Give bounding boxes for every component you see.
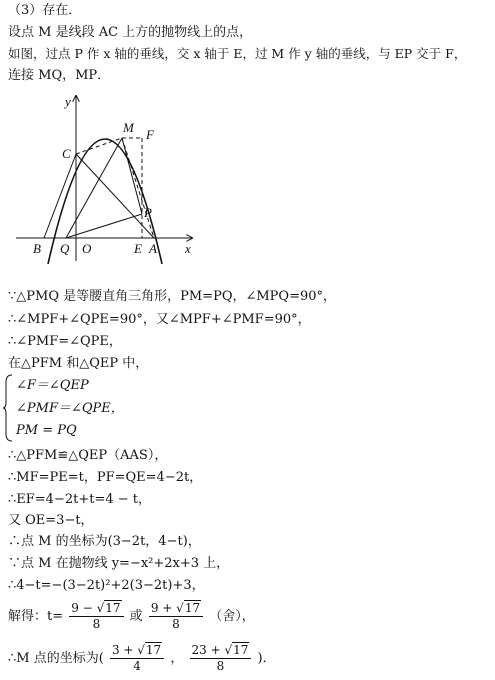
- system-brace: [2, 374, 14, 442]
- parabola-figure: [10, 86, 200, 266]
- label-q: Q: [60, 241, 70, 256]
- proof-line-10: ∴EF=4−2t+t=4 − t，: [8, 492, 151, 507]
- proof-line-11: 又 OE=3−t，: [8, 513, 94, 528]
- conclusion-suffix: )．: [257, 651, 276, 666]
- or-word: 或: [129, 609, 143, 624]
- proof-line-3: ∴∠PMF=∠QPE，: [8, 334, 122, 349]
- fraction-t2: $\frac{9 + √17}{8}$: [149, 601, 203, 632]
- label-e: E: [134, 241, 142, 256]
- intro-line-2: 设点 M 是线段 AC 上方的抛物线上的点，: [8, 25, 253, 40]
- segment-cb: [44, 154, 76, 238]
- label-b: B: [33, 241, 41, 256]
- system-eq-1: ∠F＝∠QEP: [16, 378, 89, 393]
- label-c: C: [62, 146, 71, 161]
- intro-line-4: 连接 MQ，MP．: [8, 68, 111, 83]
- fraction-t1: $\frac{9 - √17}{8}$: [69, 601, 123, 632]
- fraction-my: $\frac{23 + √17}{8}$: [190, 643, 252, 674]
- segment-ma: [122, 138, 154, 238]
- intro-line-1: （3）存在．: [8, 3, 82, 18]
- intro-line-3: 如图，过点 P 作 x 轴的垂线，交 x 轴于 E，过 M 作 y 轴的垂线，与 EP 交于 F，: [8, 46, 467, 61]
- label-p: P: [144, 205, 152, 220]
- solution-prefix: 解得：t=: [8, 609, 64, 624]
- conclusion-prefix: ∴M 点的坐标为(: [8, 651, 104, 666]
- rejected-note: （舍），: [209, 609, 255, 624]
- system-eq-3: PM = PQ: [16, 423, 77, 438]
- label-y: y: [65, 94, 71, 109]
- label-x: x: [185, 241, 191, 256]
- system-eq-2: ∠PMF＝∠QPE，: [16, 401, 124, 416]
- segment-mp: [122, 138, 142, 214]
- proof-line-8: ∴△PFM≌△QEP（AAS），: [8, 448, 168, 463]
- coord-sep: ，: [170, 651, 184, 666]
- fraction-mx: $\frac{3 + √17}{4}$: [110, 643, 164, 674]
- label-a: A: [149, 241, 157, 256]
- conclusion-line: [8, 640, 276, 678]
- proof-line-4: 在△PFM 和△QEP 中，: [8, 356, 149, 371]
- label-f: F: [146, 127, 154, 142]
- proof-line-2: ∴∠MPF+∠QPE=90°，又∠MPF+∠PMF=90°，: [8, 312, 311, 327]
- label-o: O: [82, 241, 92, 256]
- proof-line-9: ∴MF=PE=t，PF=QE=4−2t，: [8, 470, 203, 485]
- proof-line-14: ∴4−t=−(3−2t)²+2(3−2t)+3，: [8, 578, 205, 593]
- proof-line-1: ∵△PMQ 是等腰直角三角形，PM=PQ，∠MPQ=90°，: [8, 289, 337, 304]
- proof-line-13: ∵点 M 在抛物线 y=−x²+2x+3 上，: [8, 556, 230, 571]
- solution-line: [8, 598, 255, 636]
- proof-line-12: ∴点 M 的坐标为(3−2t，4−t)，: [8, 534, 201, 549]
- label-m: M: [123, 120, 134, 135]
